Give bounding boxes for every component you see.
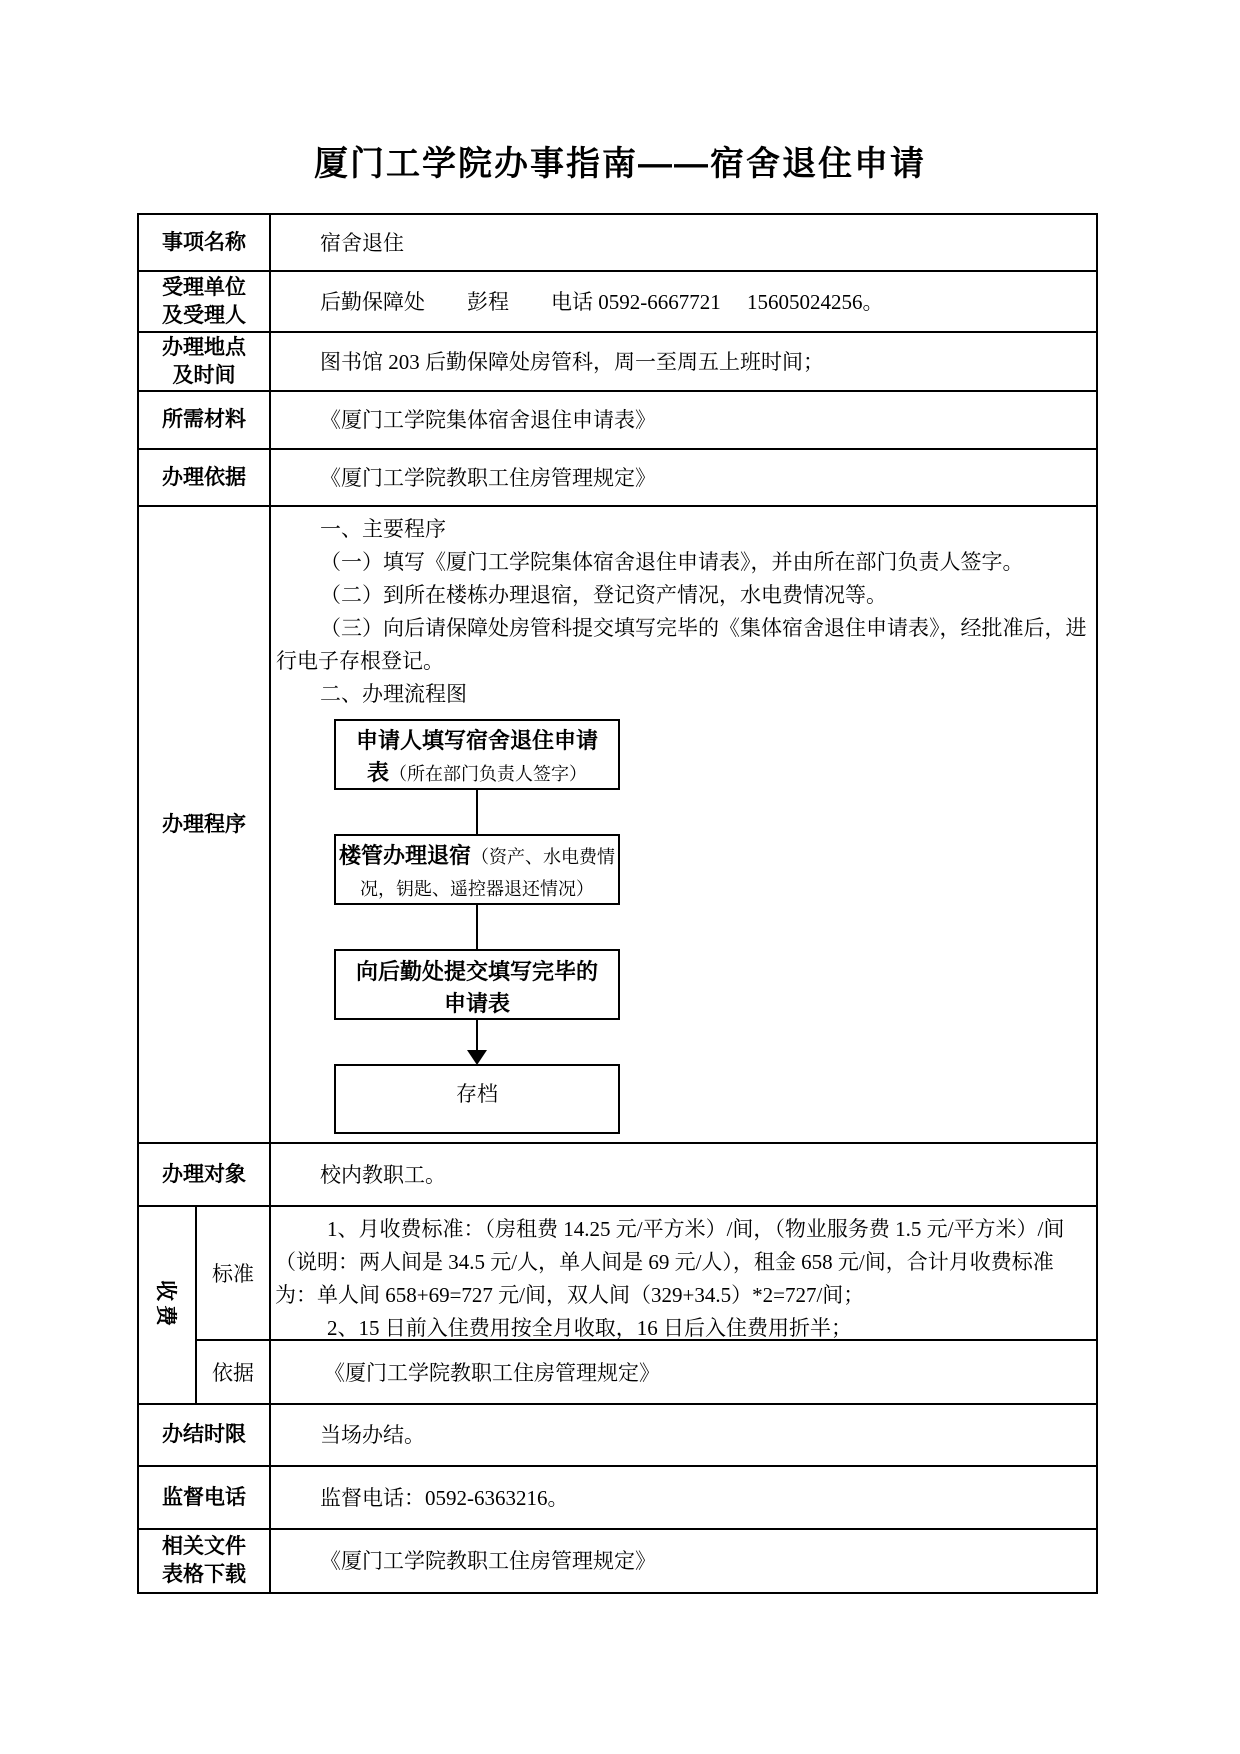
fee-basis-label xyxy=(197,1341,271,1403)
flowchart-box-submit-form xyxy=(334,949,620,1020)
row-label-text: 办结时限 xyxy=(162,1423,246,1446)
table-row-item-name xyxy=(139,215,1096,272)
row-label-text: 监督电话 xyxy=(162,1485,246,1509)
table-row-supervision xyxy=(139,1467,1096,1530)
row-label-procedure xyxy=(139,507,271,1142)
row-value-target xyxy=(271,1144,1096,1205)
row-label-deadline xyxy=(139,1405,271,1465)
row-label-line1: 受理单位 xyxy=(162,275,246,299)
row-label-item-name xyxy=(139,215,271,270)
row-value-text: 校内教职工。 xyxy=(320,1162,446,1187)
row-value-documents xyxy=(271,1530,1096,1592)
fee-basis-value-text: 《厦门工学院教职工住房管理规定》 xyxy=(324,1361,660,1385)
table-row-basis xyxy=(139,450,1096,507)
table-row-fee xyxy=(139,1207,1096,1405)
row-label-line2: 及时间 xyxy=(172,363,236,387)
procedure-paragraph: （一）填写《厦门工学院集体宿舍退住申请表》，并由所在部门负责人签字。 xyxy=(320,550,1024,574)
flow-connector-1 xyxy=(476,790,478,834)
flowchart-box1-line2-main: 表 xyxy=(366,760,389,785)
table-row-deadline xyxy=(139,1405,1096,1467)
row-label-documents xyxy=(139,1530,271,1592)
row-value-text: 图书馆 203 后勤保障处房管科，周一至周五上班时间； xyxy=(320,349,824,374)
row-value-item-name xyxy=(271,215,1096,270)
guide-table xyxy=(137,213,1098,1594)
row-value-accept-unit xyxy=(271,272,1096,331)
fee-subrows xyxy=(197,1207,1096,1403)
row-value-text: 宿舍退住 xyxy=(320,230,404,255)
row-label-text: 办理程序 xyxy=(162,812,246,836)
flowchart-box-fill-application xyxy=(334,719,620,790)
flowchart-box2-main: 楼管办理退宿 xyxy=(339,843,472,868)
fee-row-label xyxy=(139,1207,197,1403)
row-label-line1: 办理地点 xyxy=(162,335,246,359)
flow-connector-2 xyxy=(476,905,478,949)
flowchart-box-archive xyxy=(334,1064,620,1134)
fee-basis-value xyxy=(271,1341,1096,1403)
flowchart-box1-line1: 申请人填写宿舍退住申请 xyxy=(355,728,598,753)
row-label-text: 事项名称 xyxy=(162,230,246,254)
table-row-location xyxy=(139,333,1096,392)
table-row-target xyxy=(139,1144,1096,1207)
flowchart-box4-text: 存档 xyxy=(456,1082,498,1106)
row-value-materials xyxy=(271,392,1096,448)
row-label-line1: 相关文件 xyxy=(162,1535,246,1558)
row-value-text: 监督电话：0592-6363216。 xyxy=(320,1485,569,1510)
row-value-supervision xyxy=(271,1467,1096,1528)
row-value-text: 《厦门工学院集体宿舍退住申请表》 xyxy=(320,408,656,432)
fee-basis-label-text: 依据 xyxy=(212,1361,254,1385)
table-row-procedure xyxy=(139,507,1096,1144)
row-value-text: 《厦门工学院教职工住房管理规定》 xyxy=(320,465,656,490)
row-label-materials xyxy=(139,392,271,448)
flowchart-box1-line2-note: （所在部门负责人签字） xyxy=(389,764,587,784)
flowchart-box-checkout-with-manager xyxy=(334,834,620,905)
procedure-content xyxy=(271,507,1096,1142)
row-value-text: 《厦门工学院教职工住房管理规定》 xyxy=(320,1549,656,1573)
flowchart-box3-text: 向后勤处提交填写完毕的申请表 xyxy=(355,959,598,1016)
row-label-supervision xyxy=(139,1467,271,1528)
row-label-accept-unit xyxy=(139,272,271,331)
row-label-location xyxy=(139,333,271,390)
row-label-text: 所需材料 xyxy=(162,408,246,431)
fee-standard-value xyxy=(271,1207,1096,1339)
fee-standard-row xyxy=(197,1207,1096,1341)
page-title: 厦门工学院办事指南——宿舍退住申请 xyxy=(314,145,926,183)
fee-standard-label-text: 标准 xyxy=(212,1262,254,1286)
fee-standard-paragraph-1: 1、月收费标准：（房租费 14.25 元/平方米）/间，（物业服务费 1.5 元/平方米）/间（说明：两人间是 34.5 元/人，单人间是 69 元/人），租金 658 元/间，合计月收费标准为：单人间 658+69=727 元/间，双人间（329+34.5）*2=727/间； xyxy=(275,1217,1065,1307)
row-label-target xyxy=(139,1144,271,1205)
row-value-text: 后勤保障处 彭程 电话 0592-6667721 15605024256。 xyxy=(320,289,884,314)
row-value-text: 当场办结。 xyxy=(320,1423,425,1447)
procedure-paragraph: 二、办理流程图 xyxy=(320,682,467,706)
flow-connector-3 xyxy=(476,1020,478,1051)
row-label-line2: 表格下载 xyxy=(162,1563,246,1586)
table-row-documents xyxy=(139,1530,1096,1592)
row-value-deadline xyxy=(271,1405,1096,1465)
fee-standard-label xyxy=(197,1207,271,1339)
procedure-paragraph: 一、主要程序 xyxy=(320,517,446,541)
row-value-basis xyxy=(271,450,1096,505)
fee-label-vertical-text: 收费 xyxy=(154,1280,177,1330)
procedure-paragraph: （三）向后请保障处房管科提交填写完毕的《集体宿舍退住申请表》，经批准后，进行电子存根登记。 xyxy=(276,616,1087,673)
flowchart-box2-note: （资产、水电费情况，钥匙、遥控器退还情况） xyxy=(360,847,616,899)
row-label-basis xyxy=(139,450,271,505)
down-arrow-icon xyxy=(467,1050,487,1065)
row-label-text: 办理对象 xyxy=(162,1162,246,1186)
fee-basis-row xyxy=(197,1341,1096,1403)
table-row-materials xyxy=(139,392,1096,450)
table-row-accept-unit xyxy=(139,272,1096,333)
row-value-location xyxy=(271,333,1096,390)
fee-standard-paragraph-2: 2、15 日前入住费用按全月收取，16 日后入住费用折半； xyxy=(327,1316,852,1340)
row-label-text: 办理依据 xyxy=(162,465,246,489)
row-label-line2: 及受理人 xyxy=(162,303,246,327)
procedure-paragraph: （二）到所在楼栋办理退宿，登记资产情况，水电费情况等。 xyxy=(320,583,887,607)
